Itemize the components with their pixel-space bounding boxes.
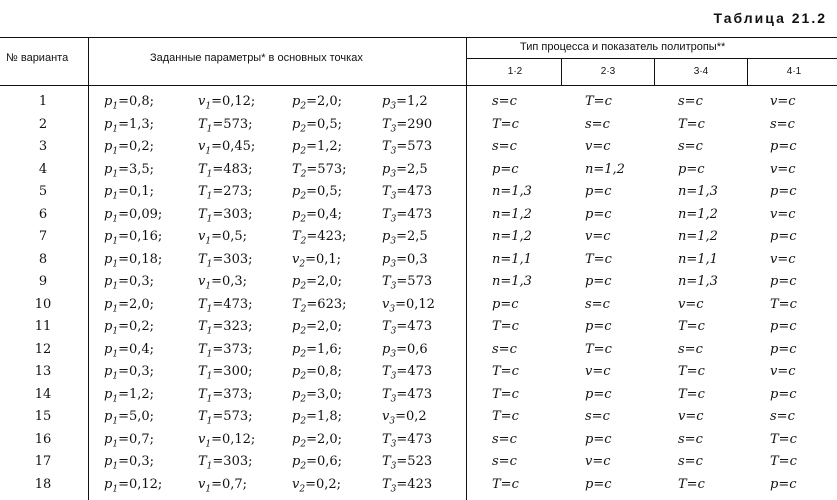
process-cell: n=1,3	[678, 184, 718, 199]
parameter-cell: $T_1=373$;	[198, 341, 253, 360]
variant-number: 16	[34, 431, 52, 447]
parameter-cell: $p_1=3,5$;	[104, 161, 155, 180]
process-cell: v=c	[678, 409, 704, 424]
table-row	[0, 205, 837, 227]
process-cell: p=c	[585, 184, 612, 199]
process-cell: p=c	[585, 386, 612, 402]
parameter-cell: $p_3=2,5$	[382, 161, 428, 180]
process-cell: p=c	[585, 274, 612, 289]
process-cell: s=c	[585, 116, 610, 132]
process-cell: n=1,3	[678, 274, 718, 289]
process-cell: T=c	[678, 386, 705, 402]
segment-header: 2·3	[600, 66, 616, 77]
table-caption: Таблица 21.2	[713, 10, 827, 26]
variant-number: 3	[38, 139, 48, 154]
process-cell: v=c	[585, 364, 611, 379]
table-row	[0, 272, 837, 294]
parameter-cell: $T_3=473$	[382, 184, 433, 202]
process-cell: T=c	[770, 296, 797, 312]
table-row	[0, 92, 837, 114]
process-cell: s=c	[678, 431, 703, 447]
process-cell: s=c	[678, 139, 703, 154]
parameter-cell: $p_1=0,8$;	[104, 94, 155, 112]
table-row	[0, 407, 837, 429]
header-bottom-rule	[0, 85, 837, 86]
parameter-cell: $p_2=0,5$;	[292, 116, 343, 135]
process-cell: v=c	[585, 454, 611, 469]
table-row	[0, 340, 837, 362]
parameter-cell: $p_1=0,3$;	[104, 454, 155, 472]
seg-divider-3	[747, 58, 748, 85]
parameter-cell: $p_2=1,2$;	[292, 139, 343, 157]
process-cell: v=c	[770, 364, 796, 379]
parameter-cell: $T_3=290$	[382, 116, 433, 135]
table-row	[0, 182, 837, 204]
parameter-cell: $p_1=0,3$;	[104, 274, 155, 292]
parameter-cell: $p_1=5,0$;	[104, 409, 155, 427]
process-cell: s=c	[492, 431, 517, 447]
parameter-cell: $v_2=0,1$;	[292, 251, 342, 270]
header-top-rule	[0, 37, 837, 38]
parameter-cell: $T_3=473$	[382, 431, 433, 450]
parameter-cell: $T_1=473$;	[198, 296, 253, 315]
segment-header: 4·1	[786, 66, 802, 77]
process-cell: p=c	[770, 476, 797, 492]
process-cell: T=c	[492, 409, 519, 424]
process-cell: p=c	[678, 161, 705, 177]
process-cell: T=c	[678, 319, 705, 334]
process-cell: T=c	[492, 386, 519, 402]
seg-divider-1	[561, 58, 562, 85]
process-cell: T=c	[678, 116, 705, 132]
header-process: Тип процесса и показатель политропы**	[520, 41, 726, 53]
process-cell: p=c	[770, 139, 797, 154]
parameter-cell: $T_2=573$;	[292, 161, 347, 180]
process-cell: T=c	[492, 319, 519, 334]
parameter-cell: $T_1=303$;	[198, 206, 253, 225]
process-cell: n=1,2	[492, 229, 532, 244]
process-cell: p=c	[492, 161, 519, 177]
parameter-cell: $p_3=0,6$	[382, 341, 428, 360]
process-cell: T=c	[492, 476, 519, 492]
parameter-cell: $T_3=523$	[382, 454, 433, 472]
process-cell: s=c	[492, 94, 517, 109]
parameter-cell: $T_1=373$;	[198, 386, 253, 405]
variant-number: 8	[38, 251, 48, 267]
process-cell: v=c	[585, 229, 611, 244]
table-row	[0, 430, 837, 452]
parameter-cell: $p_3=2,5$	[382, 229, 428, 247]
process-cell: T=c	[492, 116, 519, 132]
variant-number: 4	[38, 161, 48, 177]
variant-number: 11	[34, 319, 52, 334]
process-cell: v=c	[585, 139, 611, 154]
table-row	[0, 115, 837, 137]
process-cell: s=c	[678, 341, 703, 357]
process-cell: T=c	[770, 431, 797, 447]
variant-number: 13	[34, 364, 52, 379]
process-cell: v=c	[770, 251, 796, 267]
table-row	[0, 295, 837, 317]
variant-number: 9	[38, 274, 48, 289]
parameter-cell: $p_2=2,0$;	[292, 431, 343, 450]
parameter-cell: $T_1=273$;	[198, 184, 253, 202]
parameter-cell: $T_3=573$	[382, 139, 433, 157]
parameter-cell: $T_1=573$;	[198, 116, 253, 135]
parameter-cell: $v_1=0,7$;	[198, 476, 248, 495]
table-row	[0, 452, 837, 474]
process-cell: p=c	[585, 206, 612, 222]
parameter-cell: $p_1=0,12$;	[104, 476, 163, 495]
process-cell: p=c	[770, 184, 797, 199]
variant-number: 18	[34, 476, 52, 492]
parameter-cell: $p_1=0,1$;	[104, 184, 155, 202]
process-sub-rule	[467, 58, 837, 59]
parameter-cell: $p_2=1,6$;	[292, 341, 343, 360]
table-row	[0, 385, 837, 407]
process-cell: v=c	[678, 296, 704, 312]
parameter-cell: $v_1=0,12$;	[198, 94, 256, 112]
process-cell: p=c	[770, 229, 797, 244]
parameter-cell: $p_2=0,4$;	[292, 206, 343, 225]
process-cell: p=c	[770, 274, 797, 289]
parameter-cell: $v_1=0,12$;	[198, 431, 256, 450]
parameter-cell: $p_2=0,5$;	[292, 184, 343, 202]
parameter-cell: $p_2=2,0$;	[292, 94, 343, 112]
parameter-cell: $T_1=303$;	[198, 454, 253, 472]
parameter-cell: $p_1=0,7$;	[104, 431, 155, 450]
process-cell: T=c	[585, 341, 612, 357]
process-cell: n=1,3	[492, 274, 532, 289]
process-cell: T=c	[492, 364, 519, 379]
seg-divider-2	[654, 58, 655, 85]
variant-number: 15	[34, 409, 52, 424]
parameter-cell: $p_2=3,0$;	[292, 386, 343, 405]
parameter-cell: $v_3=0,2$	[382, 409, 427, 427]
process-cell: s=c	[585, 409, 610, 424]
process-cell: s=c	[492, 454, 517, 469]
segment-header: 3·4	[693, 66, 709, 77]
parameter-cell: $T_3=473$	[382, 386, 433, 405]
table-row	[0, 137, 837, 159]
process-cell: n=1,2	[585, 161, 625, 177]
process-cell: v=c	[770, 206, 796, 222]
process-cell: p=c	[770, 319, 797, 334]
parameter-cell: $T_3=473$	[382, 364, 433, 382]
process-cell: s=c	[770, 116, 795, 132]
parameter-cell: $p_2=0,8$;	[292, 364, 343, 382]
parameter-cell: $T_2=623$;	[292, 296, 347, 315]
process-cell: v=c	[770, 94, 796, 109]
parameter-cell: $v_3=0,12$	[382, 296, 435, 315]
parameter-cell: $p_2=0,6$;	[292, 454, 343, 472]
parameter-cell: $p_1=0,3$;	[104, 364, 155, 382]
process-cell: n=1,1	[492, 251, 532, 267]
process-cell: s=c	[585, 296, 610, 312]
parameter-cell: $p_3=0,3$	[382, 251, 428, 270]
table-row	[0, 362, 837, 384]
variant-number: 14	[34, 386, 52, 402]
header-variant: № варианта	[6, 52, 69, 64]
table-row	[0, 475, 837, 497]
process-cell: p=c	[585, 476, 612, 492]
parameter-cell: $T_3=573$	[382, 274, 433, 292]
parameter-cell: $p_1=0,4$;	[104, 341, 155, 360]
process-cell: p=c	[770, 341, 797, 357]
variant-number: 2	[38, 116, 48, 132]
parameter-cell: $T_1=323$;	[198, 319, 253, 337]
process-cell: T=c	[770, 454, 797, 469]
variant-number: 12	[34, 341, 52, 357]
process-cell: p=c	[492, 296, 519, 312]
parameter-cell: $T_1=300$;	[198, 364, 253, 382]
parameter-cell: $p_1=1,3$;	[104, 116, 155, 135]
parameter-cell: $v_1=0,5$;	[198, 229, 248, 247]
parameter-cell: $T_1=303$;	[198, 251, 253, 270]
table-row	[0, 160, 837, 182]
table-row	[0, 227, 837, 249]
parameter-cell: $T_1=573$;	[198, 409, 253, 427]
parameter-cell: $p_1=0,09$;	[104, 206, 163, 225]
variant-number: 7	[38, 229, 48, 244]
variant-number: 1	[38, 94, 48, 109]
parameter-cell: $v_1=0,45$;	[198, 139, 256, 157]
process-cell: T=c	[678, 364, 705, 379]
process-cell: n=1,2	[492, 206, 532, 222]
parameter-cell: $T_3=473$	[382, 206, 433, 225]
process-cell: n=1,2	[678, 206, 718, 222]
process-cell: n=1,3	[492, 184, 532, 199]
process-cell: p=c	[770, 386, 797, 402]
parameter-cell: $T_1=483$;	[198, 161, 253, 180]
process-cell: s=c	[770, 409, 795, 424]
process-cell: s=c	[492, 341, 517, 357]
parameter-cell: $p_2=2,0$;	[292, 319, 343, 337]
variant-number: 10	[34, 296, 52, 312]
process-cell: n=1,1	[678, 251, 718, 267]
variant-number: 17	[34, 454, 52, 469]
parameter-cell: $T_2=423$;	[292, 229, 347, 247]
process-cell: T=c	[678, 476, 705, 492]
process-cell: p=c	[585, 431, 612, 447]
parameter-cell: $p_2=2,0$;	[292, 274, 343, 292]
process-cell: p=c	[585, 319, 612, 334]
parameter-cell: $T_3=423$	[382, 476, 433, 495]
parameter-cell: $p_1=0,2$;	[104, 319, 155, 337]
segment-header: 1·2	[507, 66, 523, 77]
process-cell: s=c	[678, 94, 703, 109]
process-cell: v=c	[770, 161, 796, 177]
header-params: Заданные параметры* в основных точках	[150, 52, 363, 64]
process-cell: s=c	[492, 139, 517, 154]
process-cell: T=c	[585, 94, 612, 109]
variant-number: 5	[38, 184, 48, 199]
parameter-cell: $p_1=1,2$;	[104, 386, 155, 405]
process-cell: n=1,2	[678, 229, 718, 244]
parameter-cell: $p_1=2,0$;	[104, 296, 155, 315]
process-cell: T=c	[585, 251, 612, 267]
parameter-cell: $p_1=0,18$;	[104, 251, 163, 270]
parameter-cell: $p_1=0,16$;	[104, 229, 163, 247]
variant-number: 6	[38, 206, 48, 222]
parameter-cell: $T_3=473$	[382, 319, 433, 337]
table-row	[0, 250, 837, 272]
parameter-cell: $v_1=0,3$;	[198, 274, 248, 292]
table-row	[0, 317, 837, 339]
parameter-cell: $p_2=1,8$;	[292, 409, 343, 427]
process-cell: s=c	[678, 454, 703, 469]
parameter-cell: $v_2=0,2$;	[292, 476, 342, 495]
parameter-cell: $p_1=0,2$;	[104, 139, 155, 157]
parameter-cell: $p_3=1,2$	[382, 94, 428, 112]
